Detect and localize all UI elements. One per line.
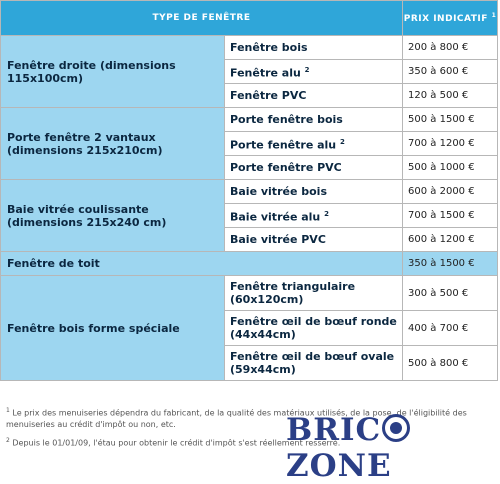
group-label: Fenêtre bois forme spéciale xyxy=(1,276,225,381)
logo-text-zone: ZONE xyxy=(286,448,392,484)
price-value: 400 à 700 € xyxy=(403,311,498,346)
window-name: Baie vitrée PVC xyxy=(225,228,403,252)
group-label: Fenêtre droite (dimensions 115x100cm) xyxy=(1,36,225,108)
header-price-footnote-mark: 1 xyxy=(491,12,497,19)
window-name: Fenêtre triangulaire (60x120cm) xyxy=(225,276,403,311)
table-header-row xyxy=(1,1,498,36)
window-name: Porte fenêtre PVC xyxy=(225,156,403,180)
window-name: Porte fenêtre bois xyxy=(225,108,403,132)
price-value: 350 à 600 € xyxy=(403,60,498,84)
window-name: Fenêtre bois xyxy=(225,36,403,60)
footnote-mark: 2 xyxy=(324,209,329,218)
price-value: 350 à 1500 € xyxy=(403,252,498,276)
footnote-mark: 2 xyxy=(304,65,310,74)
price-value: 700 à 1200 € xyxy=(403,132,498,156)
window-name: Fenêtre œil de bœuf ronde (44x44cm) xyxy=(225,311,403,346)
table-row xyxy=(1,252,498,276)
price-value: 500 à 1000 € xyxy=(403,156,498,180)
logo-o-icon xyxy=(382,414,410,442)
header-price-label: PRIX INDICATIF xyxy=(403,14,488,24)
group-label: Porte fenêtre 2 vantaux (dimensions 215x210cm) xyxy=(1,108,225,180)
group-label: Baie vitrée coulissante (dimensions 215x240 cm) xyxy=(1,180,225,252)
price-value: 300 à 500 € xyxy=(403,276,498,311)
price-value: 700 à 1500 € xyxy=(403,204,498,228)
price-value: 600 à 1200 € xyxy=(403,228,498,252)
footnote-1: $^1$ Le prix des menuiseries dépendra du fabricant, de la qualité des matériaux utilisés, de la pose, de l'éligibilité des menuiseries au crédit d'impôt ou non, etc. xyxy=(6,407,467,429)
window-name: Porte fenêtre alu $^2$ xyxy=(225,132,403,156)
logo-text-bric: BRIC xyxy=(286,412,382,448)
price-value: 500 à 800 € xyxy=(403,346,498,381)
price-value: 120 à 500 € xyxy=(403,84,498,108)
price-value: 600 à 2000 € xyxy=(403,180,498,204)
window-name: Fenêtre œil de bœuf ovale (59x44cm) xyxy=(225,346,403,381)
window-name: Baie vitrée alu $^2$ xyxy=(225,204,403,228)
footnote-mark: 2 xyxy=(339,137,345,146)
table-row xyxy=(1,36,498,60)
table-row xyxy=(1,180,498,204)
footnote-2: $^2$ Depuis le 01/01/09, l'étau pour obtenir le crédit d'impôt s'est réellement resserré. xyxy=(6,436,341,448)
header-window-type: TYPE DE FENÊTRE xyxy=(1,1,403,36)
bricozone-logo xyxy=(286,412,500,484)
table-row xyxy=(1,276,498,311)
header-price xyxy=(403,1,498,36)
window-name: Baie vitrée bois xyxy=(225,180,403,204)
table-row xyxy=(1,108,498,132)
window-name: Fenêtre PVC xyxy=(225,84,403,108)
price-value: 200 à 800 € xyxy=(403,36,498,60)
roof-window-label: Fenêtre de toit xyxy=(1,252,403,276)
window-name: Fenêtre alu $^2$ xyxy=(225,60,403,84)
price-value: 500 à 1500 € xyxy=(403,108,498,132)
